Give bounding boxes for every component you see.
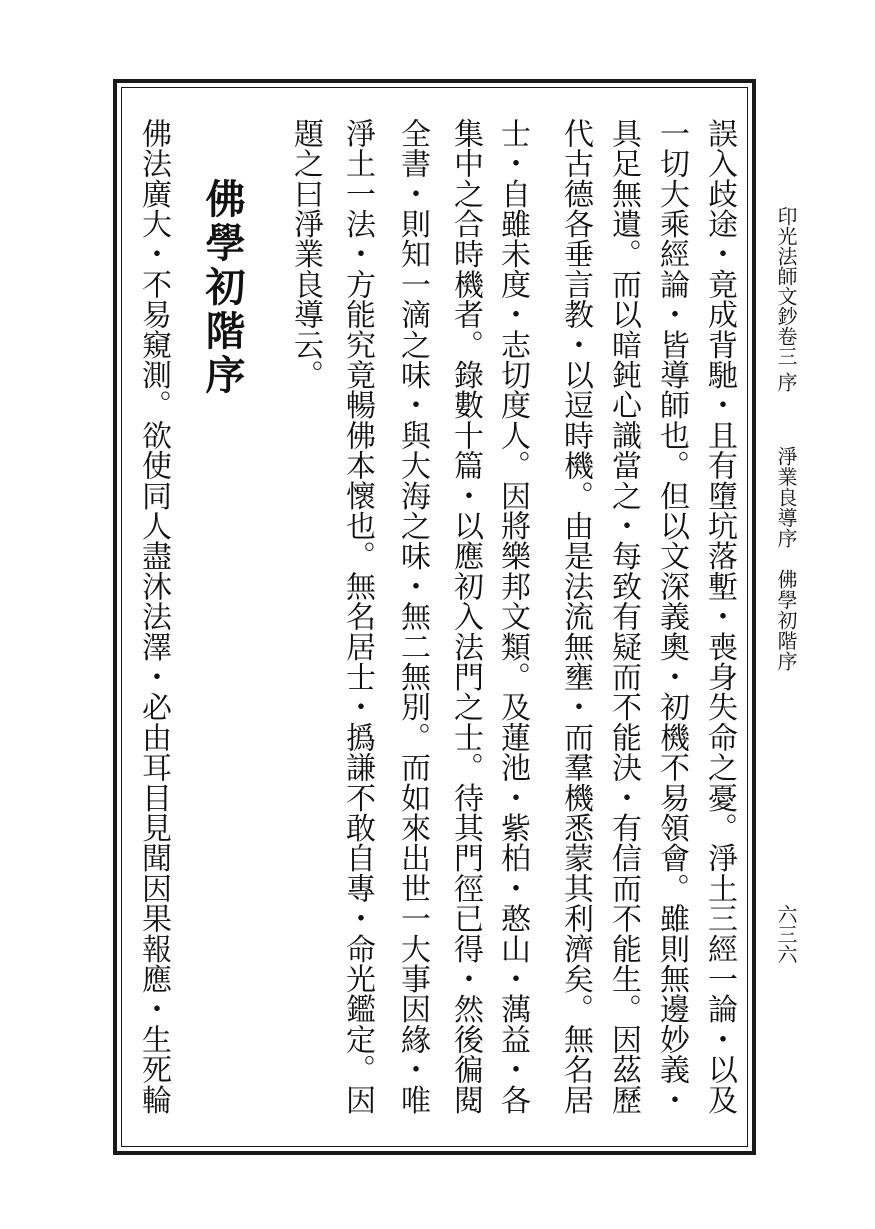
body-column-8: 淨土一法・方能究竟暢佛本懷也。無名居士・撝謙不敢自專・命光鑑定。因: [340, 118, 375, 1115]
body-column-4: 代古德各垂言教・以逗時機。由是法流無壅・而羣機悉蒙其利濟矣。無名居: [558, 118, 593, 1115]
body-column-6: 集中之合時機者。錄數十篇・以應初入法門之士。待其門徑已得・然後徧閱: [448, 118, 483, 1115]
body-column-1: 誤入歧途・竟成背馳・且有墮坑落塹・喪身失命之憂。淨土三經一論・以及: [702, 118, 737, 1115]
body-column-5: 士・自雖未度・志切度人。因將樂邦文類。及蓮池・紫柏・憨山・蕅益・各: [495, 118, 530, 1115]
preface-body-column-1: 佛法廣大・不易窺測。欲使同人盡沐法澤・必由耳目見聞因果報應・生死輪: [136, 118, 171, 1115]
body-column-9: 題之曰淨業良導云。: [288, 118, 323, 390]
body-column-2: 一切大乘經論・皆導師也。但以文深義奧・初機不易領會。雖則無邊妙義・: [654, 118, 689, 1115]
body-column-7: 全書・則知一滴之味・與大海之味・無二無別。而如來出世一大事因緣・唯: [395, 118, 430, 1115]
margin-pieces: 淨業良導序 佛學初階序: [774, 446, 798, 672]
preface-title: 佛學初階序: [199, 178, 245, 398]
margin-book-title: 印光法師文鈔卷三: [774, 206, 798, 366]
body-column-3: 具足無遺。而以暗鈍心識當之・每致有疑而不能決・有信而不能生。因茲歷: [606, 118, 641, 1115]
margin-page-number: 六三六: [774, 904, 798, 964]
margin-section: 序: [774, 372, 798, 392]
